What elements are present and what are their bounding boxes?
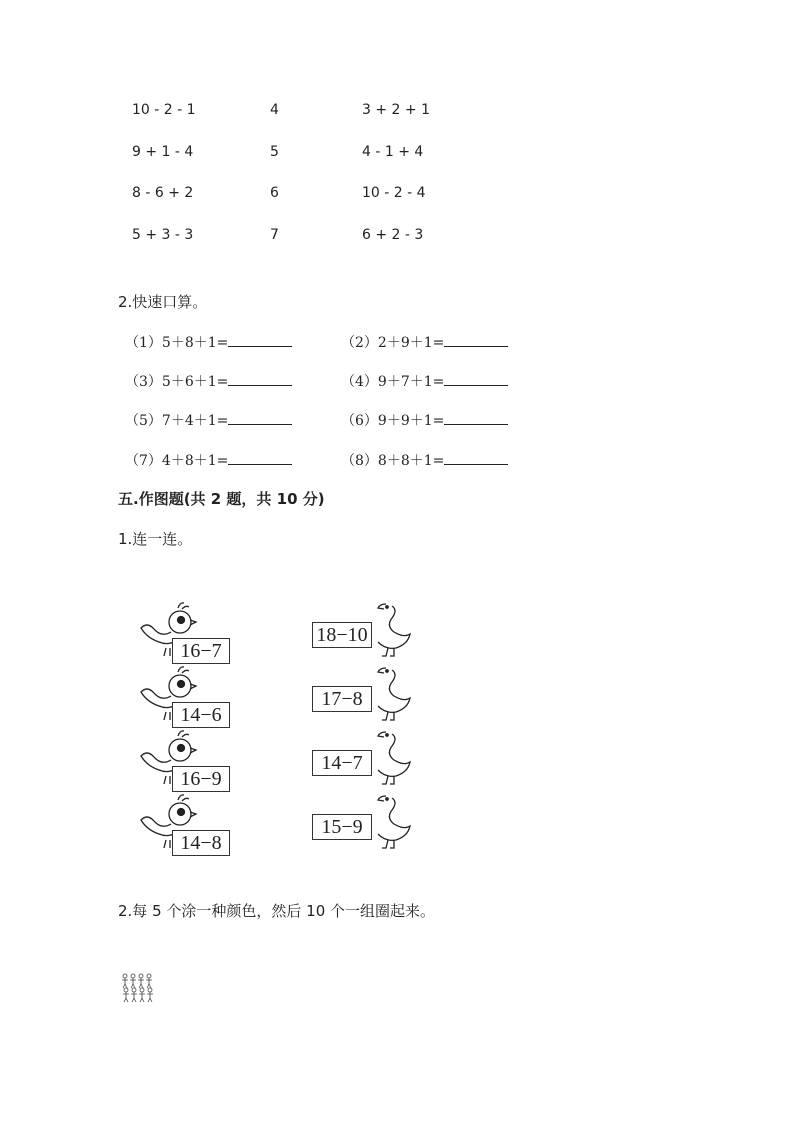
calc-item-3 <box>125 371 292 391</box>
goose-icon <box>372 664 414 724</box>
answer-blank[interactable] <box>444 412 508 425</box>
bird-expression: 16−7 <box>172 638 230 664</box>
expr-left-3: 8 - 6 + 2 <box>132 185 194 201</box>
goose-card-4[interactable] <box>312 792 414 852</box>
q1-title: 1.连一连。 <box>118 530 193 548</box>
calc-expression: （6）9＋9＋1= <box>341 413 445 429</box>
bird-card-4[interactable] <box>138 792 233 858</box>
answer-blank[interactable] <box>228 334 292 347</box>
calc-item-4 <box>341 371 508 391</box>
expr-right-4: 6 + 2 - 3 <box>362 227 424 243</box>
calc-expression: （7）4＋8＋1= <box>125 453 229 469</box>
expr-left-4: 5 + 3 - 3 <box>132 227 194 243</box>
goose-card-1[interactable] <box>312 600 414 660</box>
q2-title: 2.快速口算。 <box>118 293 208 311</box>
section-title: 五.作图题(共 2 题，共 10 分) <box>118 490 325 508</box>
bird-card-3[interactable] <box>138 728 233 794</box>
calc-expression: （4）9＋7＋1= <box>341 374 445 390</box>
calc-expression: （8）8＋8＋1= <box>341 453 445 469</box>
expr-left-1: 10 - 2 - 1 <box>132 102 196 118</box>
bird-card-2[interactable] <box>138 664 233 730</box>
answer-blank[interactable] <box>228 452 292 465</box>
calc-expression: （1）5＋8＋1= <box>125 335 229 351</box>
expr-right-1: 3 + 2 + 1 <box>362 102 430 118</box>
goose-expression: 18−10 <box>312 622 372 648</box>
goose-card-3[interactable] <box>312 728 414 788</box>
answer-blank[interactable] <box>444 452 508 465</box>
answer-blank[interactable] <box>228 412 292 425</box>
goose-expression: 15−9 <box>312 814 372 840</box>
goose-icon <box>372 728 414 788</box>
calc-expression: （3）5＋6＋1= <box>125 374 229 390</box>
calc-expression: （2）2＋9＋1= <box>341 335 445 351</box>
goose-card-2[interactable] <box>312 664 414 724</box>
calc-item-7 <box>125 450 292 470</box>
calc-item-1 <box>125 332 292 352</box>
expr-right-3: 10 - 2 - 4 <box>362 185 426 201</box>
bird-expression: 16−9 <box>172 766 230 792</box>
number-4: 7 <box>270 227 279 243</box>
answer-blank[interactable] <box>444 373 508 386</box>
calc-expression: （5）7＋4＋1= <box>125 413 229 429</box>
goose-expression: 17−8 <box>312 686 372 712</box>
answer-blank[interactable] <box>444 334 508 347</box>
calc-item-8 <box>341 450 508 470</box>
goose-icon <box>372 600 414 660</box>
calc-item-6 <box>341 410 508 430</box>
bird-expression: 14−8 <box>172 830 230 856</box>
goose-expression: 14−7 <box>312 750 372 776</box>
expr-left-2: 9 + 1 - 4 <box>132 144 194 160</box>
bird-card-1[interactable] <box>138 600 233 666</box>
bird-expression: 14−6 <box>172 702 230 728</box>
calc-item-2 <box>341 332 508 352</box>
expr-right-2: 4 - 1 + 4 <box>362 144 424 160</box>
number-3: 6 <box>270 185 279 201</box>
number-2: 5 <box>270 144 279 160</box>
answer-blank[interactable] <box>228 373 292 386</box>
calc-item-5 <box>125 410 292 430</box>
goose-icon <box>372 792 414 852</box>
q2-coloring-title: 2.每 5 个涂一种颜色，然后 10 个一组圈起来。 <box>118 902 436 920</box>
figures-cluster-icon <box>120 972 160 1006</box>
number-1: 4 <box>270 102 279 118</box>
